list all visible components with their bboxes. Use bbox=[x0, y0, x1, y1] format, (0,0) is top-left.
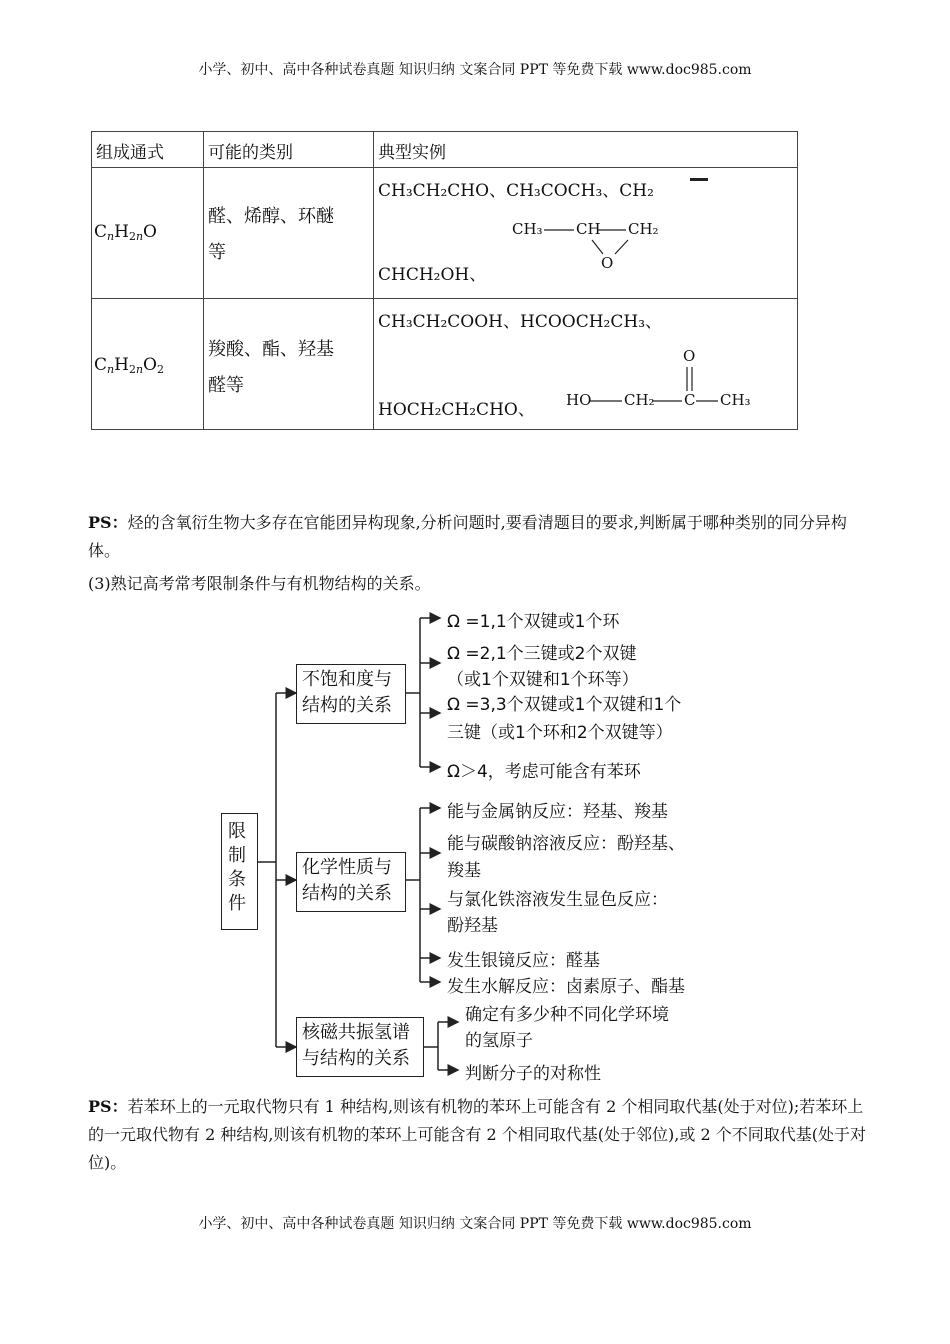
table-header: 典型实例 bbox=[374, 132, 798, 168]
mindmap-item: Ω =2,1个三键或2个双键 bbox=[447, 644, 637, 664]
mindmap-root: 限制条件 bbox=[221, 813, 258, 930]
category-text: 醛等 bbox=[208, 375, 244, 396]
example-line: HOCH₂CH₂CHO、 bbox=[378, 400, 535, 420]
table-header: 可能的类别 bbox=[204, 132, 374, 168]
branch-unsaturation bbox=[296, 664, 406, 724]
ketone-ch2: CH₂ bbox=[624, 391, 655, 409]
epoxide-ch2: CH₂ bbox=[628, 220, 659, 238]
ps-note-2 bbox=[88, 1093, 868, 1177]
mindmap-item: Ω＞4，考虑可能含有苯环 bbox=[447, 762, 641, 782]
category-text: 等 bbox=[208, 242, 226, 263]
example-line: CHCH₂OH、 bbox=[378, 265, 487, 285]
mindmap-item: 发生银镜反应：醛基 bbox=[447, 951, 600, 971]
branch-nmr bbox=[296, 1017, 424, 1077]
branch-title: 与结构的关系 bbox=[302, 1048, 410, 1069]
page-footer: 小学、初中、高中各种试卷真题 知识归纳 文案合同 PPT 等免费下载 www.doc985.com bbox=[198, 1216, 752, 1232]
mindmap-item: 发生水解反应：卤素原子、酯基 bbox=[447, 977, 685, 997]
epoxide-oxygen: O bbox=[601, 254, 614, 272]
branch-chemical-property bbox=[296, 852, 406, 912]
formula-cnh2no2: $C_nH_{2n}O_2$ bbox=[94, 355, 164, 376]
category-text: 羧酸、酯、羟基 bbox=[208, 339, 334, 360]
mindmap-item: 酚羟基 bbox=[447, 916, 498, 936]
page-header: 小学、初中、高中各种试卷真题 知识归纳 文案合同 PPT 等免费下载 www.doc985.com bbox=[198, 62, 752, 78]
formula-cnh2no: $C_nH_{2n}O$ bbox=[94, 222, 157, 243]
example-line: CH₃CH₂COOH、HCOOCH₂CH₃、 bbox=[378, 312, 663, 332]
mindmap-item: 羧基 bbox=[447, 861, 481, 881]
mindmap-item: Ω =3,3个双键或1个双键和1个 bbox=[447, 695, 682, 715]
mindmap-item: 能与金属钠反应：羟基、羧基 bbox=[447, 802, 668, 822]
ketone-ho: HO bbox=[566, 391, 592, 409]
ps-label: PS： bbox=[88, 513, 128, 532]
branch-title: 核磁共振氢谱 bbox=[302, 1022, 410, 1043]
ketone-c: C bbox=[684, 391, 696, 409]
ps-text: 若苯环上的一元取代物只有 1 种结构,则该有机物的苯环上可能含有 2 个相同取代基(处于对位);若苯环上的一元取代物有 2 种结构,则该有机物的苯环上可能含有 2 个相同取代基(处于邻位),或 2 个不同取代基(处于对位)。 bbox=[88, 1097, 866, 1172]
branch-title: 化学性质与 bbox=[302, 857, 392, 878]
mindmap-item: Ω =1,1个双键或1个环 bbox=[447, 612, 620, 632]
branch-title: 结构的关系 bbox=[302, 883, 392, 904]
mindmap-item: （或1个双键和1个环等） bbox=[447, 670, 639, 690]
ps-text: 烃的含氧衍生物大多存在官能团异构现象,分析问题时,要看清题目的要求,判断属于哪种类别的同分异构体。 bbox=[88, 513, 847, 560]
branch-title: 不饱和度与 bbox=[302, 669, 392, 690]
mindmap-item: 能与碳酸钠溶液反应：酚羟基、 bbox=[447, 834, 685, 854]
ketone-oxygen: O bbox=[683, 347, 696, 365]
category-text: 醛、烯醇、环醚 bbox=[208, 206, 334, 227]
mindmap-item: 判断分子的对称性 bbox=[465, 1064, 601, 1084]
example-line: CH₃CH₂CHO、CH₃COCH₃、CH₂ bbox=[378, 181, 654, 201]
mindmap-item: 确定有多少种不同化学环境 bbox=[465, 1005, 669, 1025]
epoxide-ch3: CH₃ bbox=[512, 220, 543, 238]
mindmap-item: 的氢原子 bbox=[465, 1031, 533, 1051]
mindmap-item: 与氯化铁溶液发生显色反应： bbox=[447, 890, 668, 910]
mindmap-item: 三键（或1个环和2个双键等） bbox=[447, 723, 673, 743]
table-header: 组成通式 bbox=[92, 132, 204, 168]
epoxide-ch: CH bbox=[576, 220, 601, 238]
point-3: (3)熟记高考常考限制条件与有机物结构的关系。 bbox=[88, 574, 431, 593]
ps-label: PS： bbox=[88, 1097, 128, 1116]
ketone-ch3: CH₃ bbox=[720, 391, 751, 409]
branch-title: 结构的关系 bbox=[302, 695, 392, 716]
